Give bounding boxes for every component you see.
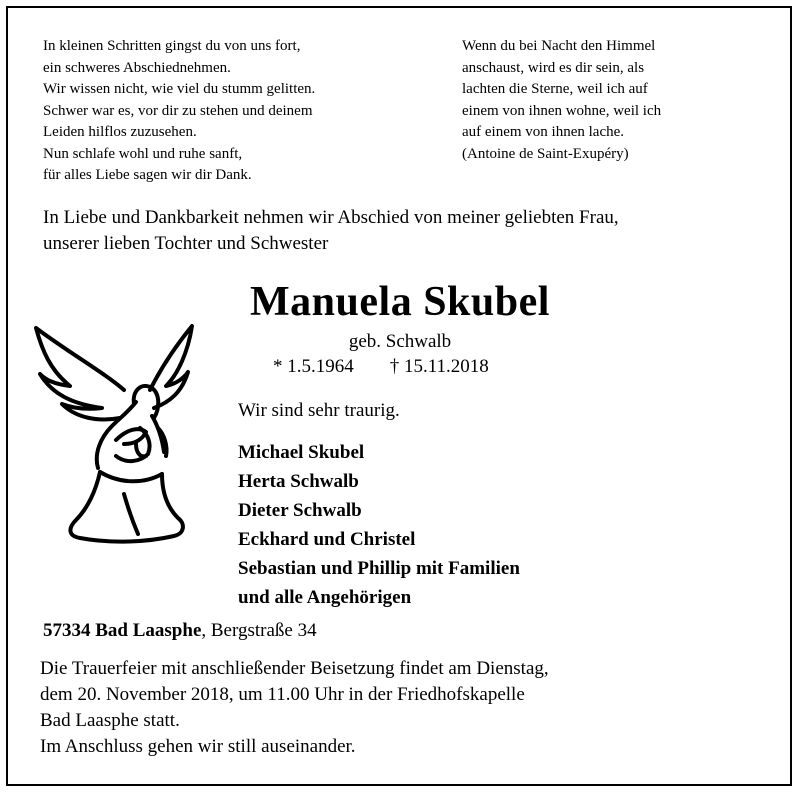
poem-right	[462, 36, 661, 165]
poem-left-line: ein schweres Abschiednehmen.	[43, 59, 231, 76]
notice-line: Bad Laasphe statt.	[40, 710, 180, 731]
poem-right-line: anschaust, wird es dir sein, als	[462, 59, 645, 76]
poem-right-line: auf einem von ihnen lache.	[462, 124, 625, 140]
mourner-name: Michael Skubel	[238, 442, 365, 463]
mourner-name: Eckhard und Christel	[238, 529, 416, 550]
poem-left-line: Schwer war es, vor dir zu stehen und deinem	[43, 102, 313, 119]
deceased-name: Manuela Skubel	[250, 279, 550, 325]
address-street: , Bergstraße 34	[201, 620, 317, 641]
address-city: 57334 Bad Laasphe	[43, 620, 202, 641]
poem-right-line: einem von ihnen wohne, weil ich	[462, 102, 662, 119]
mourner-name: Sebastian und Phillip mit Familien	[238, 558, 520, 579]
mourners-list	[238, 438, 520, 612]
poem-left-line: für alles Liebe sagen wir dir Dank.	[43, 167, 252, 183]
life-dates	[273, 356, 489, 378]
notice-line: dem 20. November 2018, um 11.00 Uhr in der Friedhofskapelle	[40, 684, 525, 705]
poem-left-line: In kleinen Schritten gingst du von uns fort,	[43, 38, 301, 54]
poem-right-line: Wenn du bei Nacht den Himmel	[462, 38, 656, 54]
maiden-name: geb. Schwalb	[348, 331, 452, 352]
intro-text	[43, 205, 619, 257]
notice-line: Im Anschluss gehen wir still auseinander.	[40, 736, 356, 757]
funeral-notice	[40, 656, 549, 760]
death-date: † 15.11.2018	[389, 356, 489, 377]
poem-left	[43, 36, 315, 187]
poem-right-attribution: (Antoine de Saint-Exupéry)	[462, 145, 629, 162]
intro-line: In Liebe und Dankbarkeit nehmen wir Abschied von meiner geliebten Frau,	[43, 207, 619, 228]
birth-date: * 1.5.1964	[273, 356, 354, 377]
angel-icon	[28, 322, 196, 544]
poem-left-line: Nun schlafe wohl und ruhe sanft,	[43, 145, 243, 162]
mourner-name: Dieter Schwalb	[238, 500, 362, 521]
poem-right-line: lachten die Sterne, weil ich auf	[462, 81, 648, 97]
sad-line: Wir sind sehr traurig.	[238, 400, 400, 421]
notice-line: Die Trauerfeier mit anschließender Beisetzung findet am Dienstag,	[40, 658, 549, 679]
poem-left-line: Leiden hilflos zuzusehen.	[43, 124, 197, 140]
address	[43, 620, 317, 642]
poem-left-line: Wir wissen nicht, wie viel du stumm gelitten.	[43, 81, 316, 97]
mourner-name: und alle Angehörigen	[238, 587, 412, 608]
mourner-name: Herta Schwalb	[238, 471, 359, 492]
intro-line: unserer lieben Tochter und Schwester	[43, 233, 329, 254]
